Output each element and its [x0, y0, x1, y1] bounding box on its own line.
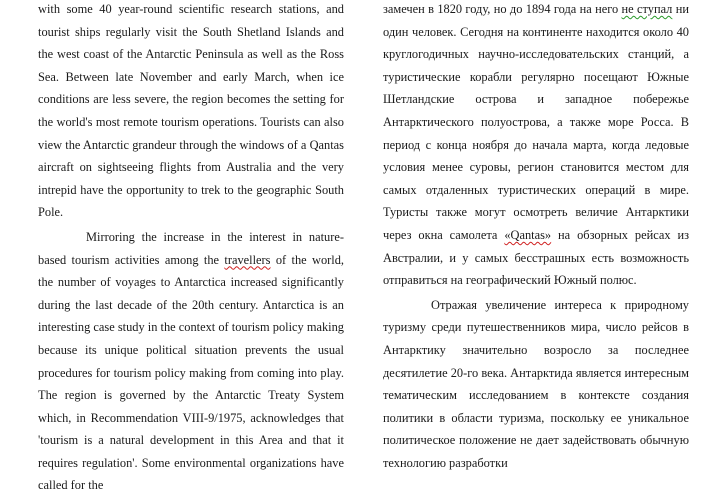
english-paragraph-2: [38, 226, 344, 497]
russian-paragraph-1-start: замечен в 1820 году, но до 1894 года на него: [383, 2, 622, 16]
russian-paragraph-1: [383, 0, 689, 292]
english-paragraph-1: with some 40 year-round scientific research stations, and tourist ships regularly visit the South Shetland Islands and the west coast of the Antarctic Peninsula as well as the Ross Sea. Between late November and early March, when ice conditions are less severe, the region becomes the setting for the world's most remote tourism operations. Tourists can also view the Antarctic grandeur through the windows of a Qantas aircraft on sightseeing flights from Australia and the very intrepid have the opportunity to trek to the geographic South Pole.: [38, 2, 344, 220]
spellcheck-word-qantas: «Qantas»: [504, 227, 552, 242]
russian-paragraph-2: Отражая увеличение интереса к природному туризму среди путешественников мира, число рейсов в Антарктику значительно возросло за последнее десятилетие 20-го века. Антарктида является интересным тематическим исследованием в контексте создания политики в области туризма, поскольку ее уникальное политическое положение не дает задействовать обычную технологию разработки: [383, 297, 689, 470]
russian-column: [383, 0, 689, 474]
russian-paragraph-1-middle: ни один человек. Сегодня на континенте находится около 40 круглогодичных научно-исследовательских станций, а туристические корабли регулярно посещают Южные Шетландские острова и западное побережье Антарктического полуострова, а также море Росса. В период с конца ноября до начала марта, когда ледовые условия менее суровы, регион становится местом для самых отдаленных туристических операций в мире. Туристы также могут осмотреть величие Антарктики через окна самолета: [383, 2, 689, 242]
spellcheck-word-travellers: travellers: [224, 252, 271, 267]
english-paragraph-2-rest: of the world, the number of voyages to Antarctica increased significantly during the last decade of the 20th century. Antarctica is an interesting case study in the context of tourism policy making because its unique political situation prevents the usual procedures for tourism policy making from coming into play. The region is governed by the Antarctic Treaty System which, in Recommendation VIII-9/1975, acknowledges that 'tourism is a natural development in this Area and that it requires regulation'. Some environmental organizations have called for the: [38, 252, 344, 493]
russian-paragraph-1-end: на обзорных рейсах из Австралии, и у самых бесстрашных есть возможность отправиться на географический Южный полюс.: [383, 227, 689, 288]
english-paragraph-2-start: Mirroring the increase in the interest in nature-based tourism activities among the: [38, 229, 344, 267]
grammar-mark-ne-stupal: не ступал: [621, 2, 673, 16]
english-column: [38, 0, 344, 497]
